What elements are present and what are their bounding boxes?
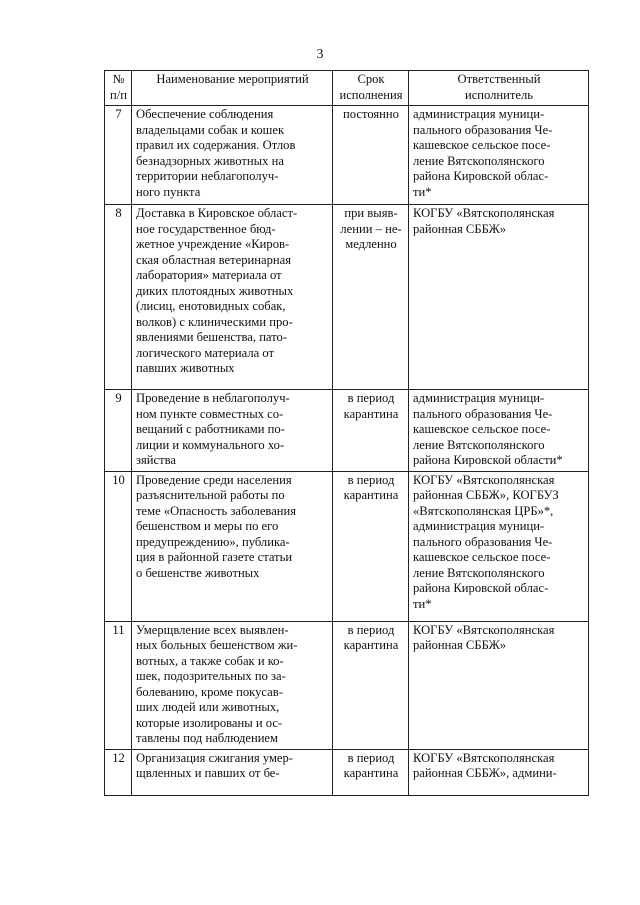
row-number: 9 [105, 390, 132, 472]
row-number: 10 [105, 471, 132, 621]
deadline: в период карантина [333, 621, 409, 749]
page-number: 3 [316, 47, 324, 62]
measure-name: Проведение в неблагополуч- ном пункте совместных со- вещаний с работниками по- лиции и коммунального хо- зяйства [132, 390, 333, 472]
header-measure-name: Наименование мероприятий [132, 71, 333, 106]
measure-name: Обеспечение соблюдения владельцами собак и кошек правил их содержания. Отлов безнадзорных животных на территории неблагополуч- ного пункта [132, 106, 333, 205]
measure-name: Организация сжигания умер- щвленных и павших от бе- [132, 749, 333, 795]
header-number: № п/п [105, 71, 132, 106]
responsible: администрация муници- пального образования Че- кашевское сельское посе- ление Вятскополянского района Кировской области* [409, 390, 589, 472]
measures-table [104, 70, 589, 796]
responsible: КОГБУ «Вятскополянская районная СББЖ» [409, 621, 589, 749]
responsible: КОГБУ «Вятскополянская районная СББЖ», админи- [409, 749, 589, 795]
row-number: 12 [105, 749, 132, 795]
measure-name: Проведение среди населения разъяснительной работы по теме «Опасность заболевания бешенством и меры по его предупреждению», публика- ция в районной газете статьи о бешенстве животных [132, 471, 333, 621]
table-header-row [105, 71, 589, 106]
row-number: 11 [105, 621, 132, 749]
table-row [105, 749, 589, 795]
responsible: КОГБУ «Вятскополянская районная СББЖ», КОГБУЗ «Вятскополянская ЦРБ»*, администрация муници- пального образования Че- кашевское сельское посе- ление Вятскополянского района Кировской облас- ти* [409, 471, 589, 621]
deadline: постоянно [333, 106, 409, 205]
deadline: при выяв- лении – не- медленно [333, 205, 409, 390]
table-row [105, 390, 589, 472]
deadline: в период карантина [333, 390, 409, 472]
row-number: 8 [105, 205, 132, 390]
measure-name: Доставка в Кировское област- ное государственное бюд- жетное учреждение «Киров- ская областная ветеринарная лаборатория» материала от диких плотоядных животных (лисиц, енотовидных собак, волков) с клиническими про- явлениями бешенства, пато- логического материала от павших животных [132, 205, 333, 390]
measure-name: Умерщвление всех выявлен- ных больных бешенством жи- вотных, а также собак и ко- шек, подозрительных по за- болеванию, кроме покусав- ших людей или животных, которые изолированы и ос- тавлены под наблюдением [132, 621, 333, 749]
table-row [105, 205, 589, 390]
deadline: в период карантина [333, 749, 409, 795]
header-responsible: Ответственный исполнитель [409, 71, 589, 106]
deadline: в период карантина [333, 471, 409, 621]
responsible: КОГБУ «Вятскополянская районная СББЖ» [409, 205, 589, 390]
header-deadline: Срок исполнения [333, 71, 409, 106]
table-row [105, 106, 589, 205]
table-row [105, 621, 589, 749]
responsible: администрация муници- пального образования Че- кашевское сельское посе- ление Вятскополянского района Кировской облас- ти* [409, 106, 589, 205]
row-number: 7 [105, 106, 132, 205]
table-row [105, 471, 589, 621]
